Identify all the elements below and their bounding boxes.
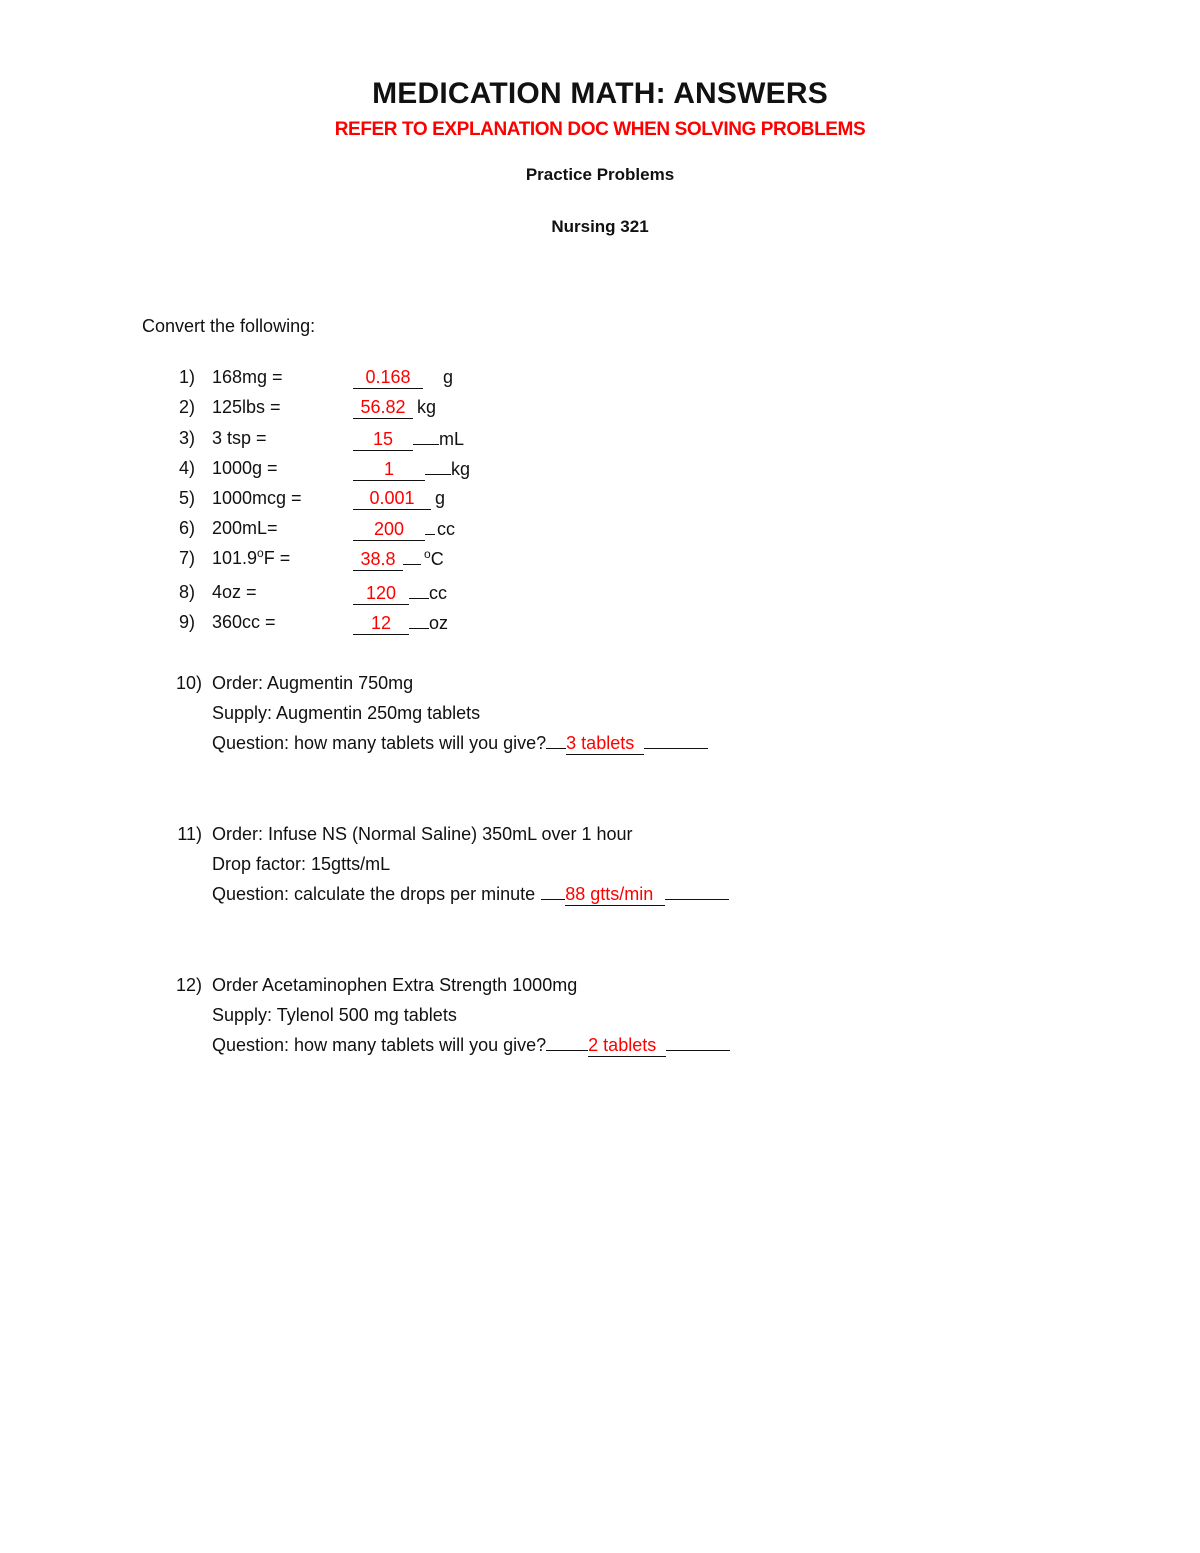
problem-question-line [212, 879, 729, 909]
temperature-unit: F = [263, 548, 291, 568]
conversion-expression: 125lbs = [212, 397, 281, 417]
answer-value: 12 [353, 612, 409, 635]
temperature-value: 101.9 [212, 548, 258, 568]
answer-unit: g [435, 488, 446, 508]
item-number: 8) [178, 582, 195, 602]
conversion-expression: 4oz = [212, 582, 257, 602]
conversion-row [0, 363, 700, 391]
answer-fill-line [409, 608, 429, 629]
problem-question: Question: calculate the drops per minute [212, 884, 536, 904]
item-number: 5) [178, 488, 195, 508]
answer-value: 1 [353, 458, 425, 481]
unit-letter: C [430, 549, 444, 569]
answer-blank [353, 578, 447, 607]
conversion-row [0, 514, 700, 542]
answer-value: 0.168 [353, 366, 423, 389]
answer-blank [353, 484, 445, 512]
item-number: 3) [178, 428, 195, 448]
problem-order: Order: Augmentin 750mg [212, 673, 414, 693]
answer-fill-line [665, 879, 729, 900]
answer-fill-line [409, 578, 429, 599]
answer-blank [353, 608, 448, 637]
answer-unit: oz [429, 613, 449, 633]
conversion-row [0, 578, 700, 606]
course-heading: Nursing 321 [551, 217, 649, 236]
answer-unit: g [443, 367, 454, 387]
answer-blank [353, 514, 455, 543]
problem-supply: Supply: Augmentin 250mg tablets [212, 703, 481, 723]
conversion-expression: 1000g = [212, 458, 278, 478]
section-heading: Practice Problems [525, 165, 675, 184]
problem-question: Question: how many tablets will you give? [212, 733, 547, 753]
item-number: 4) [178, 458, 195, 478]
answer-fill-line [541, 879, 565, 900]
page-title: MEDICATION MATH: ANSWERS [372, 77, 828, 110]
answer-blank [353, 363, 453, 391]
conversion-intro: Convert the following: [142, 316, 316, 336]
answer-fill-line [666, 1030, 730, 1051]
problem-drop-factor: Drop factor: 15gtts/mL [212, 854, 391, 874]
answer-unit: kg [417, 397, 437, 417]
problem-question-line [212, 728, 708, 758]
conversion-row [0, 608, 700, 636]
answer-value: 0.001 [353, 487, 431, 510]
problem-question: Question: how many tablets will you give? [212, 1035, 547, 1055]
conversion-row [0, 393, 700, 421]
answer-value: 38.8 [353, 548, 403, 571]
item-number: 9) [178, 612, 195, 632]
item-number: 2) [178, 397, 195, 417]
conversion-expression: 3 tsp = [212, 428, 267, 448]
answer-blank [353, 424, 464, 453]
problem-answer: 2 tablets [588, 1034, 666, 1057]
answer-fill-line [403, 544, 421, 565]
problem-question-line [212, 1030, 730, 1060]
conversion-row [0, 544, 700, 572]
answer-fill-line [644, 728, 708, 749]
answer-value: 56.82 [353, 396, 413, 419]
answer-blank [353, 393, 436, 421]
conversion-row [0, 484, 700, 512]
answer-unit: cc [437, 519, 455, 539]
answer-unit: cc [429, 583, 447, 603]
page-subtitle: REFER TO EXPLANATION DOC WHEN SOLVING PROBLEMS [334, 119, 866, 140]
problem-answer: 88 gtts/min [565, 883, 665, 906]
answer-value: 120 [353, 582, 409, 605]
answer-unit: kg [451, 459, 471, 479]
answer-value: 200 [353, 518, 425, 541]
conversion-expression: 360cc = [212, 612, 276, 632]
item-number: 6) [178, 518, 195, 538]
problem-order: Order Acetaminophen Extra Strength 1000mg [212, 975, 578, 995]
item-number: 1) [178, 367, 195, 387]
problem-supply: Supply: Tylenol 500 mg tablets [212, 1005, 457, 1025]
answer-fill-line [546, 1030, 588, 1051]
answer-fill-line [425, 514, 435, 535]
problem-answer: 3 tablets [566, 732, 644, 755]
answer-unit: mL [439, 429, 465, 449]
answer-unit [424, 549, 444, 569]
answer-fill-line [425, 454, 451, 475]
answer-value: 15 [353, 428, 413, 451]
conversion-expression: 200mL= [212, 518, 278, 538]
answer-fill-line [546, 728, 566, 749]
problem-order: Order: Infuse NS (Normal Saline) 350mL over 1 hour [212, 824, 633, 844]
problem-number: 11) [177, 824, 202, 844]
problem-number: 10) [175, 673, 202, 693]
answer-blank [353, 454, 470, 483]
degree-symbol: o [257, 546, 264, 560]
degree-symbol: o [424, 547, 431, 561]
conversion-expression: 168mg = [212, 367, 283, 387]
answer-fill-line [413, 424, 439, 445]
conversion-row [0, 454, 700, 482]
answer-blank [353, 544, 444, 573]
conversion-expression [212, 544, 290, 572]
problem-number: 12) [175, 975, 202, 995]
conversion-expression: 1000mcg = [212, 488, 302, 508]
item-number: 7) [178, 548, 195, 568]
conversion-row [0, 424, 700, 452]
